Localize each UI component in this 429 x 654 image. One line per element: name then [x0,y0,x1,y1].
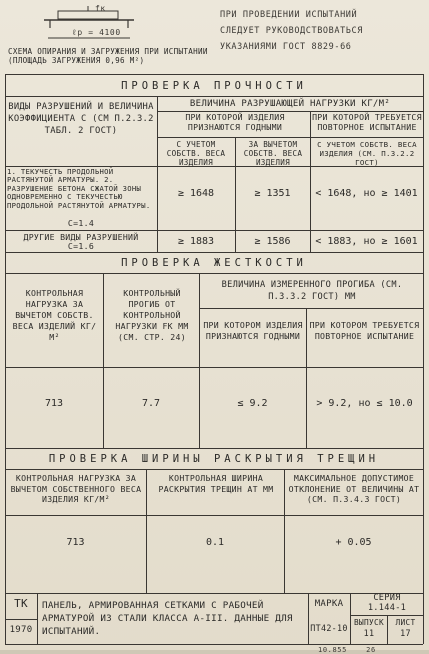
issue-label: ВЫПУСК [354,618,384,627]
note-line-1: ПРИ ПРОВЕДЕНИИ ИСПЫТАНИЙ [220,10,358,20]
crack-title: ПРОВЕРКА ШИРИНЫ РАСКРЫТИЯ ТРЕЩИН [48,453,380,465]
strength-accept-header: ПРИ КОТОРОЙ ИЗДЕЛИЯ ПРИЗНАЮТСЯ ГОДНЫМИ [185,112,285,132]
strength-row-1-value-retest: < 1648, но ≥ 1401 [315,188,418,199]
stiffness-title: ПРОВЕРКА ЖЕСТКОСТИ [121,257,307,269]
strength-row-1-type: 1. ТЕКУЧЕСТЬ ПРОДОЛЬНОЙ РАСТЯНУТОЙ АРМАТУРЫ. 2. РАЗРУШЕНИЕ БЕТОНА СЖАТОЙ ЗОНЫ ОДНОВРЕМЕННО С ТЕКУЧЕСТЬЮ ПРОДОЛЬНОЙ РАСТЯНУТОЙ АРМАТУРЫ. [7,167,151,210]
crack-deviation-header: МАКСИМАЛЬНОЕ ДОПУСТИМОЕ ОТКЛОНЕНИЕ ОТ ВЕЛИЧИНЫ АТ (СМ. П.3.4.3 ГОСТ) [288,473,420,504]
scheme-title: СХЕМА ОПИРАНИЯ И ЗАГРУЖЕНИЯ ПРИ ИСПЫТАНИИ (ПЛОЩАДЬ ЗАГРУЖЕНИЯ 0,96 М²) [8,47,208,65]
crack-load-value: 713 [66,537,85,548]
stiffness-accept-header: ПРИ КОТОРОМ ИЗДЕЛИЯ ПРИЗНАЮТСЯ ГОДНЫМИ [203,320,303,341]
stiffness-accept-value: ≤ 9.2 [237,398,268,409]
strength-row-1-coef: С=1.4 [67,218,95,228]
panel-description: ПАНЕЛЬ, АРМИРОВАННАЯ СЕТКАМИ С РАБОЧЕЙ АРМАТУРОЙ ИЗ СТАЛИ КЛАССА А-III. ДАННЫЕ ДЛЯ ИСПЫТАНИЙ. [42,600,293,637]
mark-value: ПТ42-10 [310,623,348,633]
crack-width-value: 0.1 [205,537,225,548]
sub-minus-own: ЗА ВЫЧЕТОМ СОБСТВ. ВЕСА ИЗДЕЛИЯ [243,140,303,167]
strength-row-1-value-minus: ≥ 1351 [254,188,291,199]
series-value: 1.144-1 [367,603,407,613]
stiffness-load-header: КОНТРОЛЬНАЯ НАГРУЗКА ЗА ВЫЧЕТОМ СОБСТВ. ВЕСА ИЗДЕЛИЙ КГ/М² [12,288,97,342]
note-line-3: УКАЗАНИЯМИ ГОСТ 8829-66 [220,42,352,52]
strength-load-header: ВЕЛИЧИНА РАЗРУШАЮЩЕЙ НАГРУЗКИ КГ/М² [189,99,391,109]
loading-scheme-diagram [30,6,140,46]
strength-row-2-value-minus: ≥ 1586 [254,236,291,247]
series-label: СЕРИЯ [373,593,401,603]
crack-deviation-value: + 0.05 [335,537,372,548]
strength-types-header: ВИДЫ РАЗРУШЕНИЙ И ВЕЛИЧИНА КОЭФФИЦИЕНТА С (СМ П.2.3.2 ТАБЛ. 2 ГОСТ) [8,102,154,136]
sub-retest: С УЧЕТОМ СОБСТВ. ВЕСА ИЗДЕЛИЯ (СМ. П.3.2.2 ГОСТ) [317,140,417,167]
stiffness-deflection-header: КОНТРОЛЬНЫЙ ПРОГИБ ОТ КОНТРОЛЬНОЙ НАГРУЗКИ FК ММ (СМ. СТР. 24) [115,288,189,342]
issue-value: 11 [363,628,375,638]
sheet-value: 17 [400,628,411,638]
span-label: ℓр = 4100 [72,28,121,37]
sheet-label: ЛИСТ [395,618,416,627]
strength-row-2-value-retest: < 1883, но ≥ 1601 [315,236,418,247]
year-label: 1970 [9,625,33,635]
stiffness-retest-header: ПРИ КОТОРОМ ТРЕБУЕТСЯ ПОВТОРНОЕ ИСПЫТАНИЕ [309,320,420,341]
strength-title: ПРОВЕРКА ПРОЧНОСТИ [121,80,307,92]
mark-label: МАРКА [314,599,344,609]
strength-retest-header: ПРИ КОТОРОЙ ТРЕБУЕТСЯ ПОВТОРНОЕ ИСПЫТАНИЕ [312,112,422,132]
crack-load-header: КОНТРОЛЬНАЯ НАГРУЗКА ЗА ВЫЧЕТОМ СОБСТВЕННОГО ВЕСА ИЗДЕЛИЯ КГ/М² [10,473,142,504]
stiffness-measured-header: ВЕЛИЧИНА ИЗМЕРЕННОГО ПРОГИБА (СМ. П.3.3.2 ГОСТ) ММ [221,280,403,302]
sub-own-weight: С УЧЕТОМ СОБСТВ. ВЕСА ИЗДЕЛИЯ [166,140,226,167]
bottom-numbers: 10.855 26 [318,646,376,654]
stiffness-deflection-value: 7.7 [141,398,161,409]
note-line-2: СЛЕДУЕТ РУКОВОДСТВОВАТЬСЯ [220,26,363,36]
strength-row-2-type: ДРУГИЕ ВИДЫ РАЗРУШЕНИЙ [23,232,139,242]
strength-row-1-value-own: ≥ 1648 [177,188,215,199]
crack-width-header: КОНТРОЛЬНАЯ ШИРИНА РАСКРЫТИЯ ТРЕЩИН АТ ММ [158,473,274,494]
strength-row-2-value-own: ≥ 1883 [177,236,215,247]
stiffness-retest-value: > 9.2, но ≤ 10.0 [316,398,413,409]
stiffness-load-value: 713 [44,398,64,409]
strength-row-2-coef: С=1.6 [67,241,95,251]
load-label: fк [95,4,106,13]
tk-label: ТК [14,597,28,610]
